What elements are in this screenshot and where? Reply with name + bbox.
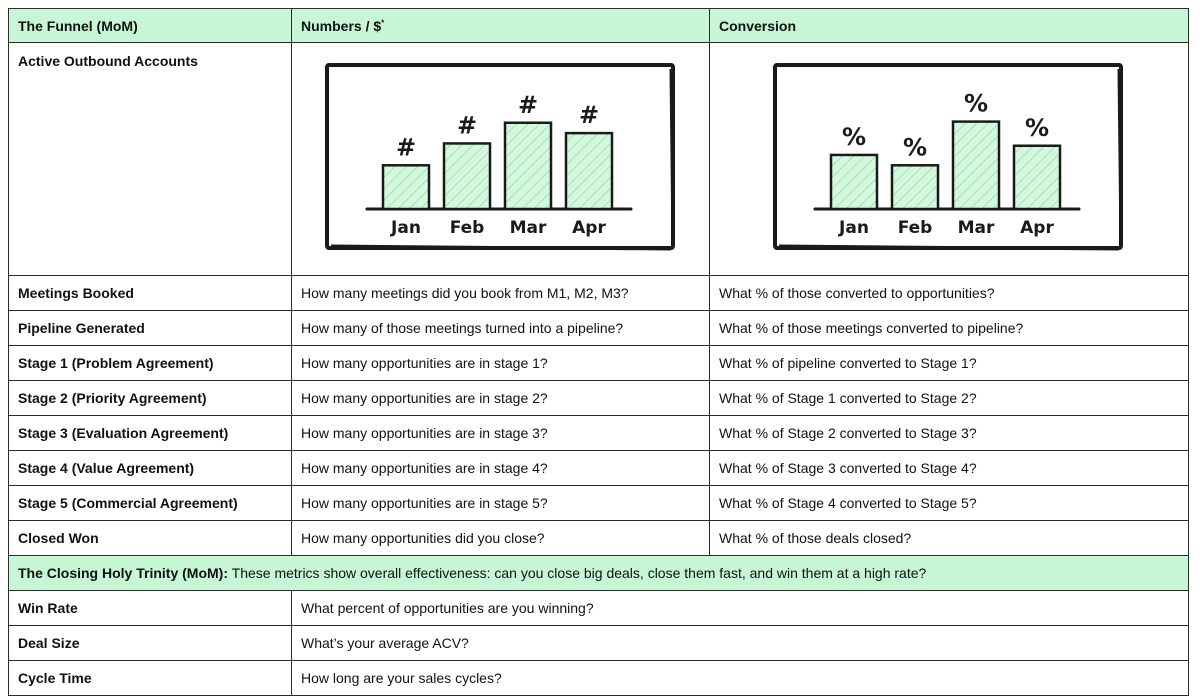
header-conversion-text: Conversion [719,17,797,34]
funnel-row-conversion: What % of Stage 3 converted to Stage 4? [710,451,1189,486]
header-numbers-text: Numbers / $ [301,17,382,34]
funnel-row-label: Pipeline Generated [9,311,292,346]
funnel-row-conversion: What % of pipeline converted to Stage 1? [710,346,1189,381]
chart-bar [566,133,612,209]
trinity-description: These metrics show overall effectiveness: can you close big deals, close them fast, and win them at a high rate? [231,565,927,581]
trinity-title: The Closing Holy Trinity (MoM): [18,565,228,581]
bar-symbol-label: % [963,89,989,118]
funnel-row-label: Meetings Booked [9,276,292,311]
trinity-row [9,626,1189,661]
funnel-row [9,521,1189,556]
funnel-row-label: Stage 5 (Commercial Agreement) [9,486,292,521]
chart-bar [1014,146,1060,209]
header-funnel-text: The Funnel (MoM) [18,17,138,34]
bar-symbol-label: # [517,90,538,119]
active-outbound-label: Active Outbound Accounts [9,43,292,276]
funnel-row [9,311,1189,346]
trinity-row [9,591,1189,626]
conversion-chart-cell [710,43,1189,276]
trinity-row-label: Win Rate [9,591,292,626]
bar-symbol-label: % [841,122,867,151]
trinity-section-cell [9,556,1189,591]
numbers-chart [321,59,681,259]
bar-symbol-label: # [395,133,416,162]
funnel-row-numbers: How many opportunities are in stage 2? [292,381,710,416]
x-tick-label: Feb [897,218,933,238]
bar-symbol-label: # [578,101,599,130]
funnel-row-numbers: How many opportunities are in stage 5? [292,486,710,521]
funnel-row [9,416,1189,451]
trinity-row-label: Deal Size [9,626,292,661]
chart-bar [953,122,999,209]
funnel-table-container [8,8,1188,696]
funnel-row-numbers: How many opportunities are in stage 3? [292,416,710,451]
bar-symbol-label: % [1024,113,1050,142]
funnel-row-label: Closed Won [9,521,292,556]
funnel-row-numbers: How many meetings did you book from M1, M2, M3? [292,276,710,311]
funnel-table [8,8,1189,696]
bar-symbol-label: % [902,133,928,162]
footnote-marker: * [381,17,385,27]
funnel-row-label: Stage 2 (Priority Agreement) [9,381,292,416]
funnel-row-numbers: How many opportunities are in stage 1? [292,346,710,381]
chart-bar [505,123,551,209]
header-conversion [710,9,1189,43]
chart-bar [831,155,877,209]
x-tick-label: Mar [509,218,546,238]
trinity-row-question: What percent of opportunities are you winning? [292,591,1189,626]
chart-frame [775,65,1121,248]
chart-frame [327,65,673,248]
trinity-section-row [9,556,1189,591]
trinity-row-question: What’s your average ACV? [292,626,1189,661]
bar-symbol-label: # [456,111,477,140]
trinity-row-question: How long are your sales cycles? [292,661,1189,696]
funnel-row [9,276,1189,311]
header-row [9,9,1189,43]
funnel-row-label: Stage 3 (Evaluation Agreement) [9,416,292,451]
funnel-row [9,346,1189,381]
x-tick-label: Apr [1020,218,1054,238]
chart-row [9,43,1189,276]
x-tick-label: Feb [449,218,484,238]
x-tick-label: Mar [957,218,995,238]
chart-bar [892,165,938,209]
funnel-row [9,451,1189,486]
funnel-row-label: Stage 1 (Problem Agreement) [9,346,292,381]
trinity-row-label: Cycle Time [9,661,292,696]
funnel-row-conversion: What % of those meetings converted to pipeline? [710,311,1189,346]
trinity-row [9,661,1189,696]
funnel-row-conversion: What % of Stage 1 converted to Stage 2? [710,381,1189,416]
funnel-row [9,486,1189,521]
funnel-row-conversion: What % of those deals closed? [710,521,1189,556]
funnel-row-label: Stage 4 (Value Agreement) [9,451,292,486]
funnel-row-conversion: What % of Stage 2 converted to Stage 3? [710,416,1189,451]
x-tick-label: Jan [390,218,421,238]
funnel-row-numbers: How many opportunities are in stage 4? [292,451,710,486]
funnel-row-conversion: What % of those converted to opportunities? [710,276,1189,311]
conversion-chart [769,59,1129,259]
numbers-chart-cell [292,43,710,276]
x-tick-label: Jan [839,218,869,238]
funnel-row-numbers: How many of those meetings turned into a pipeline? [292,311,710,346]
funnel-row [9,381,1189,416]
chart-bar [444,143,490,209]
chart-bar [383,165,429,209]
header-numbers [292,9,710,43]
header-funnel [9,9,292,43]
funnel-row-conversion: What % of Stage 4 converted to Stage 5? [710,486,1189,521]
funnel-row-numbers: How many opportunities did you close? [292,521,710,556]
x-tick-label: Apr [571,218,606,238]
